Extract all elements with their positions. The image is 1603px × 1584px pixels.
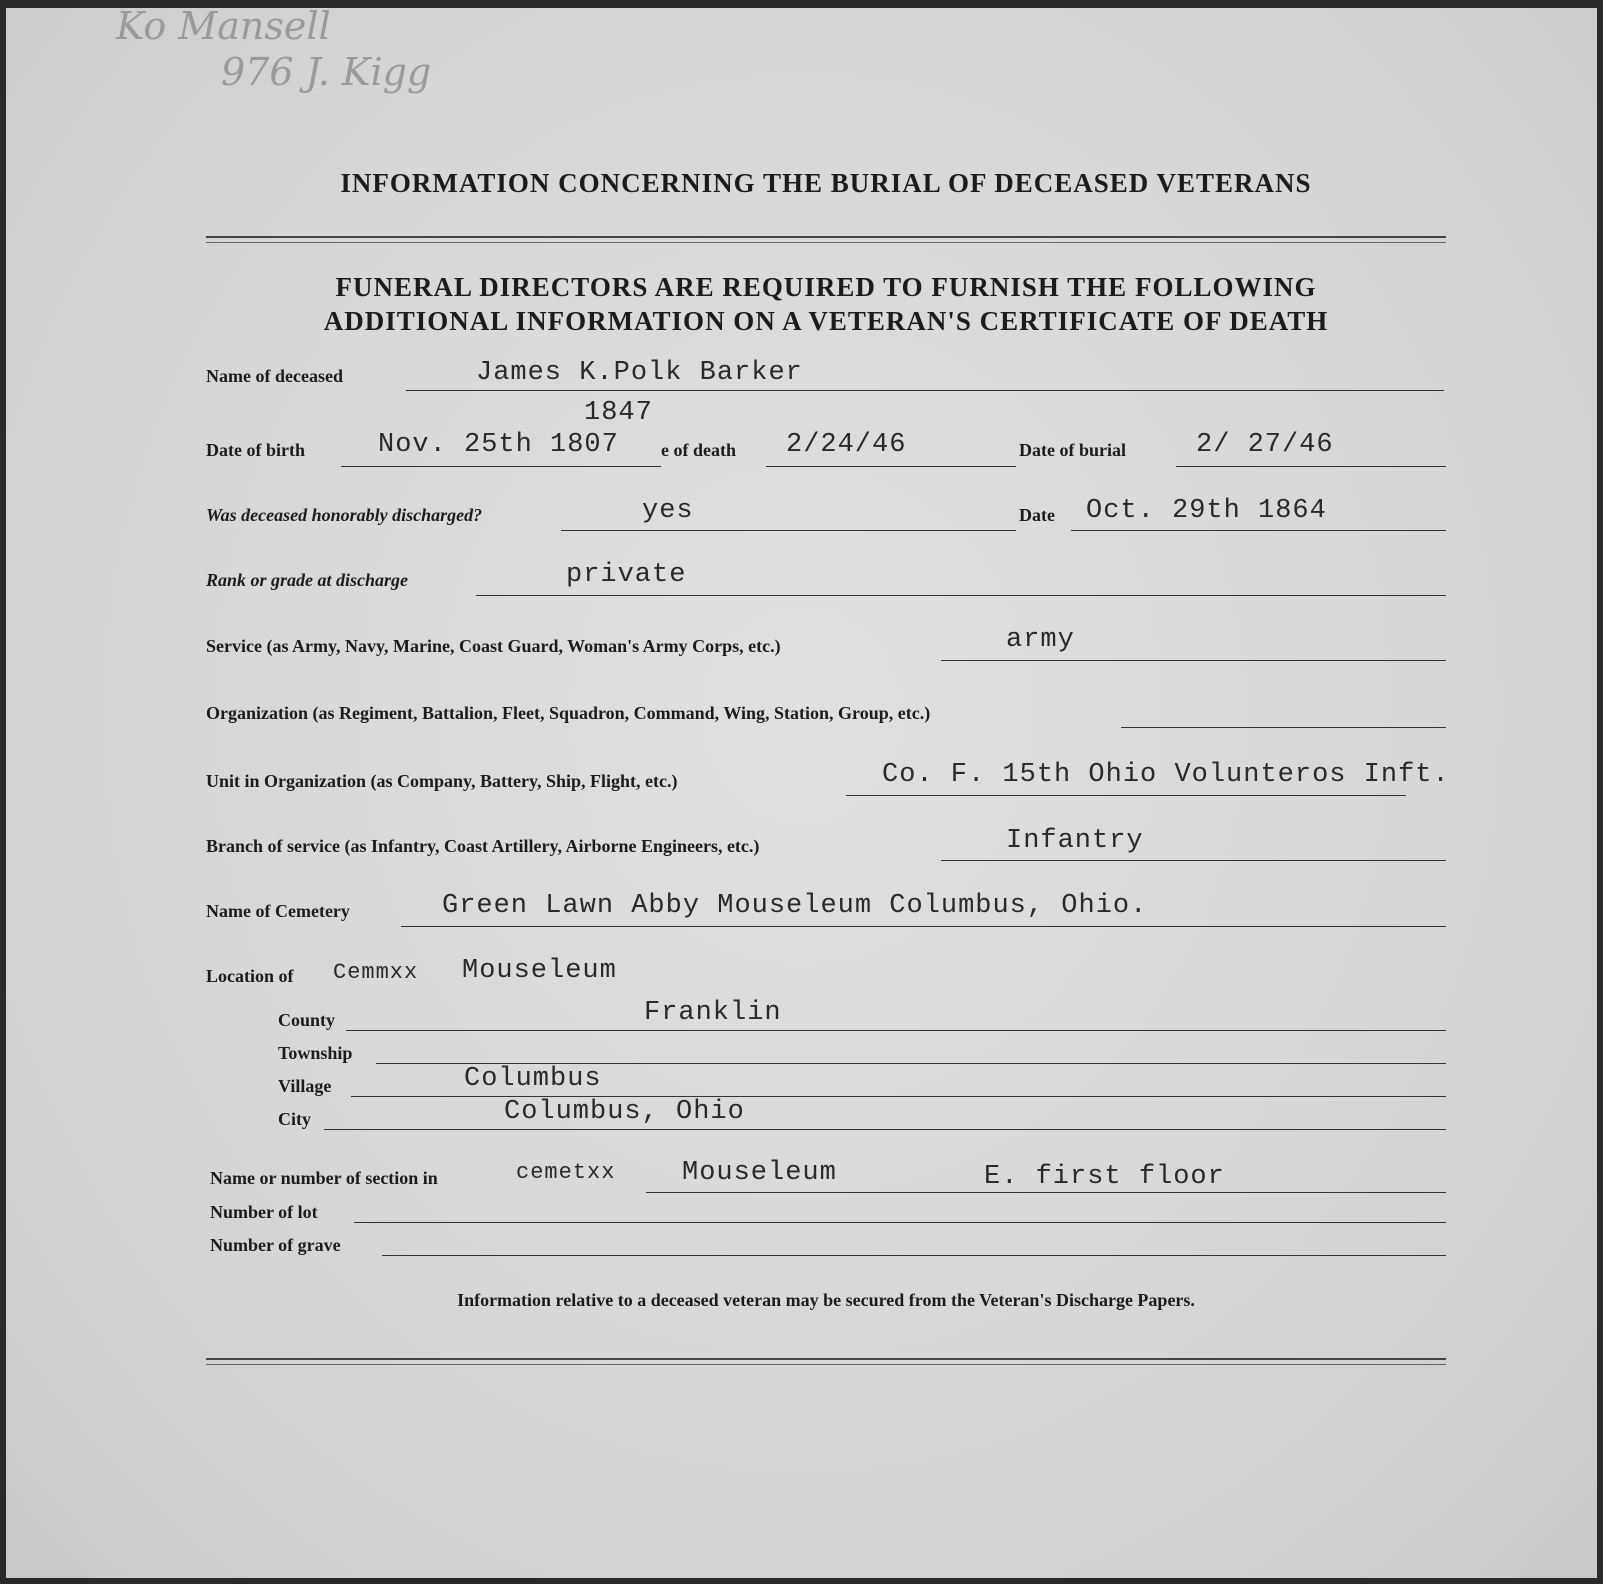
handwritten-note-line1: Ko Mansell xyxy=(116,4,331,48)
honorably-discharged-line xyxy=(561,530,1016,531)
unit-value: Co. F. 15th Ohio Volunteros Inft. xyxy=(882,760,1450,790)
date-of-burial-label: Date of burial xyxy=(1019,440,1126,460)
handwritten-note-line2: 976 J. Kigg xyxy=(221,50,432,94)
subtitle-line1: FUNERAL DIRECTORS ARE REQUIRED TO FURNISH THE FOLLOWING xyxy=(335,272,1317,302)
footer-rule xyxy=(206,1358,1446,1360)
date-of-birth-label: Date of birth xyxy=(206,440,305,460)
date-of-birth-line xyxy=(341,466,661,467)
section-line xyxy=(646,1192,1446,1193)
footer-note: Information relative to a deceased veteran may be secured from the Veteran's Discharge Papers. xyxy=(457,1290,1195,1310)
branch-value: Infantry xyxy=(1006,826,1144,856)
village-label: Village xyxy=(278,1076,332,1096)
cemetery-label: Name of Cemetery xyxy=(206,901,350,921)
section-value: Mouseleum xyxy=(682,1158,837,1188)
section-label: Name or number of section in xyxy=(210,1168,438,1188)
section-value-2: E. first floor xyxy=(984,1162,1225,1192)
cemetery-line xyxy=(401,926,1446,927)
title-rule-2 xyxy=(206,242,1446,243)
section-strikeout: cemetxx xyxy=(516,1160,616,1185)
subtitle-line2: ADDITIONAL INFORMATION ON A VETERAN'S CERTIFICATE OF DEATH xyxy=(323,306,1329,336)
date-of-death-value: 2/24/46 xyxy=(786,430,907,460)
lot-label: Number of lot xyxy=(210,1202,318,1222)
county-value: Franklin xyxy=(644,998,782,1028)
rank-value: private xyxy=(566,560,687,590)
city-line xyxy=(324,1129,1446,1130)
city-value: Columbus, Ohio xyxy=(504,1097,745,1127)
branch-label: Branch of service (as Infantry, Coast Artillery, Airborne Engineers, etc.) xyxy=(206,836,760,856)
name-of-deceased-label: Name of deceased xyxy=(206,366,343,386)
date-of-burial-value: 2/ 27/46 xyxy=(1196,430,1334,460)
birth-year-correction: 1847 xyxy=(584,398,653,428)
grave-label: Number of grave xyxy=(210,1235,341,1255)
location-label: Location of xyxy=(206,966,294,986)
date-of-birth-value: Nov. 25th 1807 xyxy=(378,430,619,460)
name-of-deceased-value: James K.Polk Barker xyxy=(476,358,803,388)
name-of-deceased-line xyxy=(406,390,1444,391)
service-value: army xyxy=(1006,625,1075,655)
certificate-sheet xyxy=(6,4,1597,1578)
service-line xyxy=(941,660,1446,661)
discharge-date-value: Oct. 29th 1864 xyxy=(1086,496,1327,526)
location-value: Mouseleum xyxy=(462,956,617,986)
rank-line xyxy=(476,595,1446,596)
township-label: Township xyxy=(278,1043,353,1063)
date-of-death-line xyxy=(766,466,1016,467)
county-label: County xyxy=(278,1010,336,1030)
discharge-date-label: Date xyxy=(1019,505,1055,525)
discharge-date-line xyxy=(1071,530,1446,531)
date-of-burial-line xyxy=(1176,466,1446,467)
village-value: Columbus xyxy=(464,1064,602,1094)
county-line xyxy=(346,1030,1446,1031)
footer-rule-2 xyxy=(206,1364,1446,1365)
organization-label: Organization (as Regiment, Battalion, Fleet, Squadron, Command, Wing, Station, Group, etc.) xyxy=(206,703,931,723)
cemetery-value: Green Lawn Abby Mouseleum Columbus, Ohio. xyxy=(442,891,1148,921)
unit-line xyxy=(846,795,1406,796)
city-label: City xyxy=(278,1109,311,1129)
rank-label: Rank or grade at discharge xyxy=(206,570,409,590)
location-strikeout: Cemmxx xyxy=(333,960,419,985)
service-label: Service (as Army, Navy, Marine, Coast Guard, Woman's Army Corps, etc.) xyxy=(206,636,781,656)
branch-line xyxy=(941,860,1446,861)
honorably-discharged-value: yes xyxy=(642,496,694,526)
unit-label: Unit in Organization (as Company, Battery, Ship, Flight, etc.) xyxy=(206,771,678,791)
lot-line xyxy=(354,1222,1446,1223)
page-title: INFORMATION CONCERNING THE BURIAL OF DECEASED VETERANS xyxy=(340,168,1312,198)
title-rule xyxy=(206,236,1446,238)
grave-line xyxy=(382,1255,1446,1256)
organization-line xyxy=(1121,727,1446,728)
date-of-death-label: e of death xyxy=(661,440,736,460)
honorably-discharged-label: Was deceased honorably discharged? xyxy=(206,505,483,525)
